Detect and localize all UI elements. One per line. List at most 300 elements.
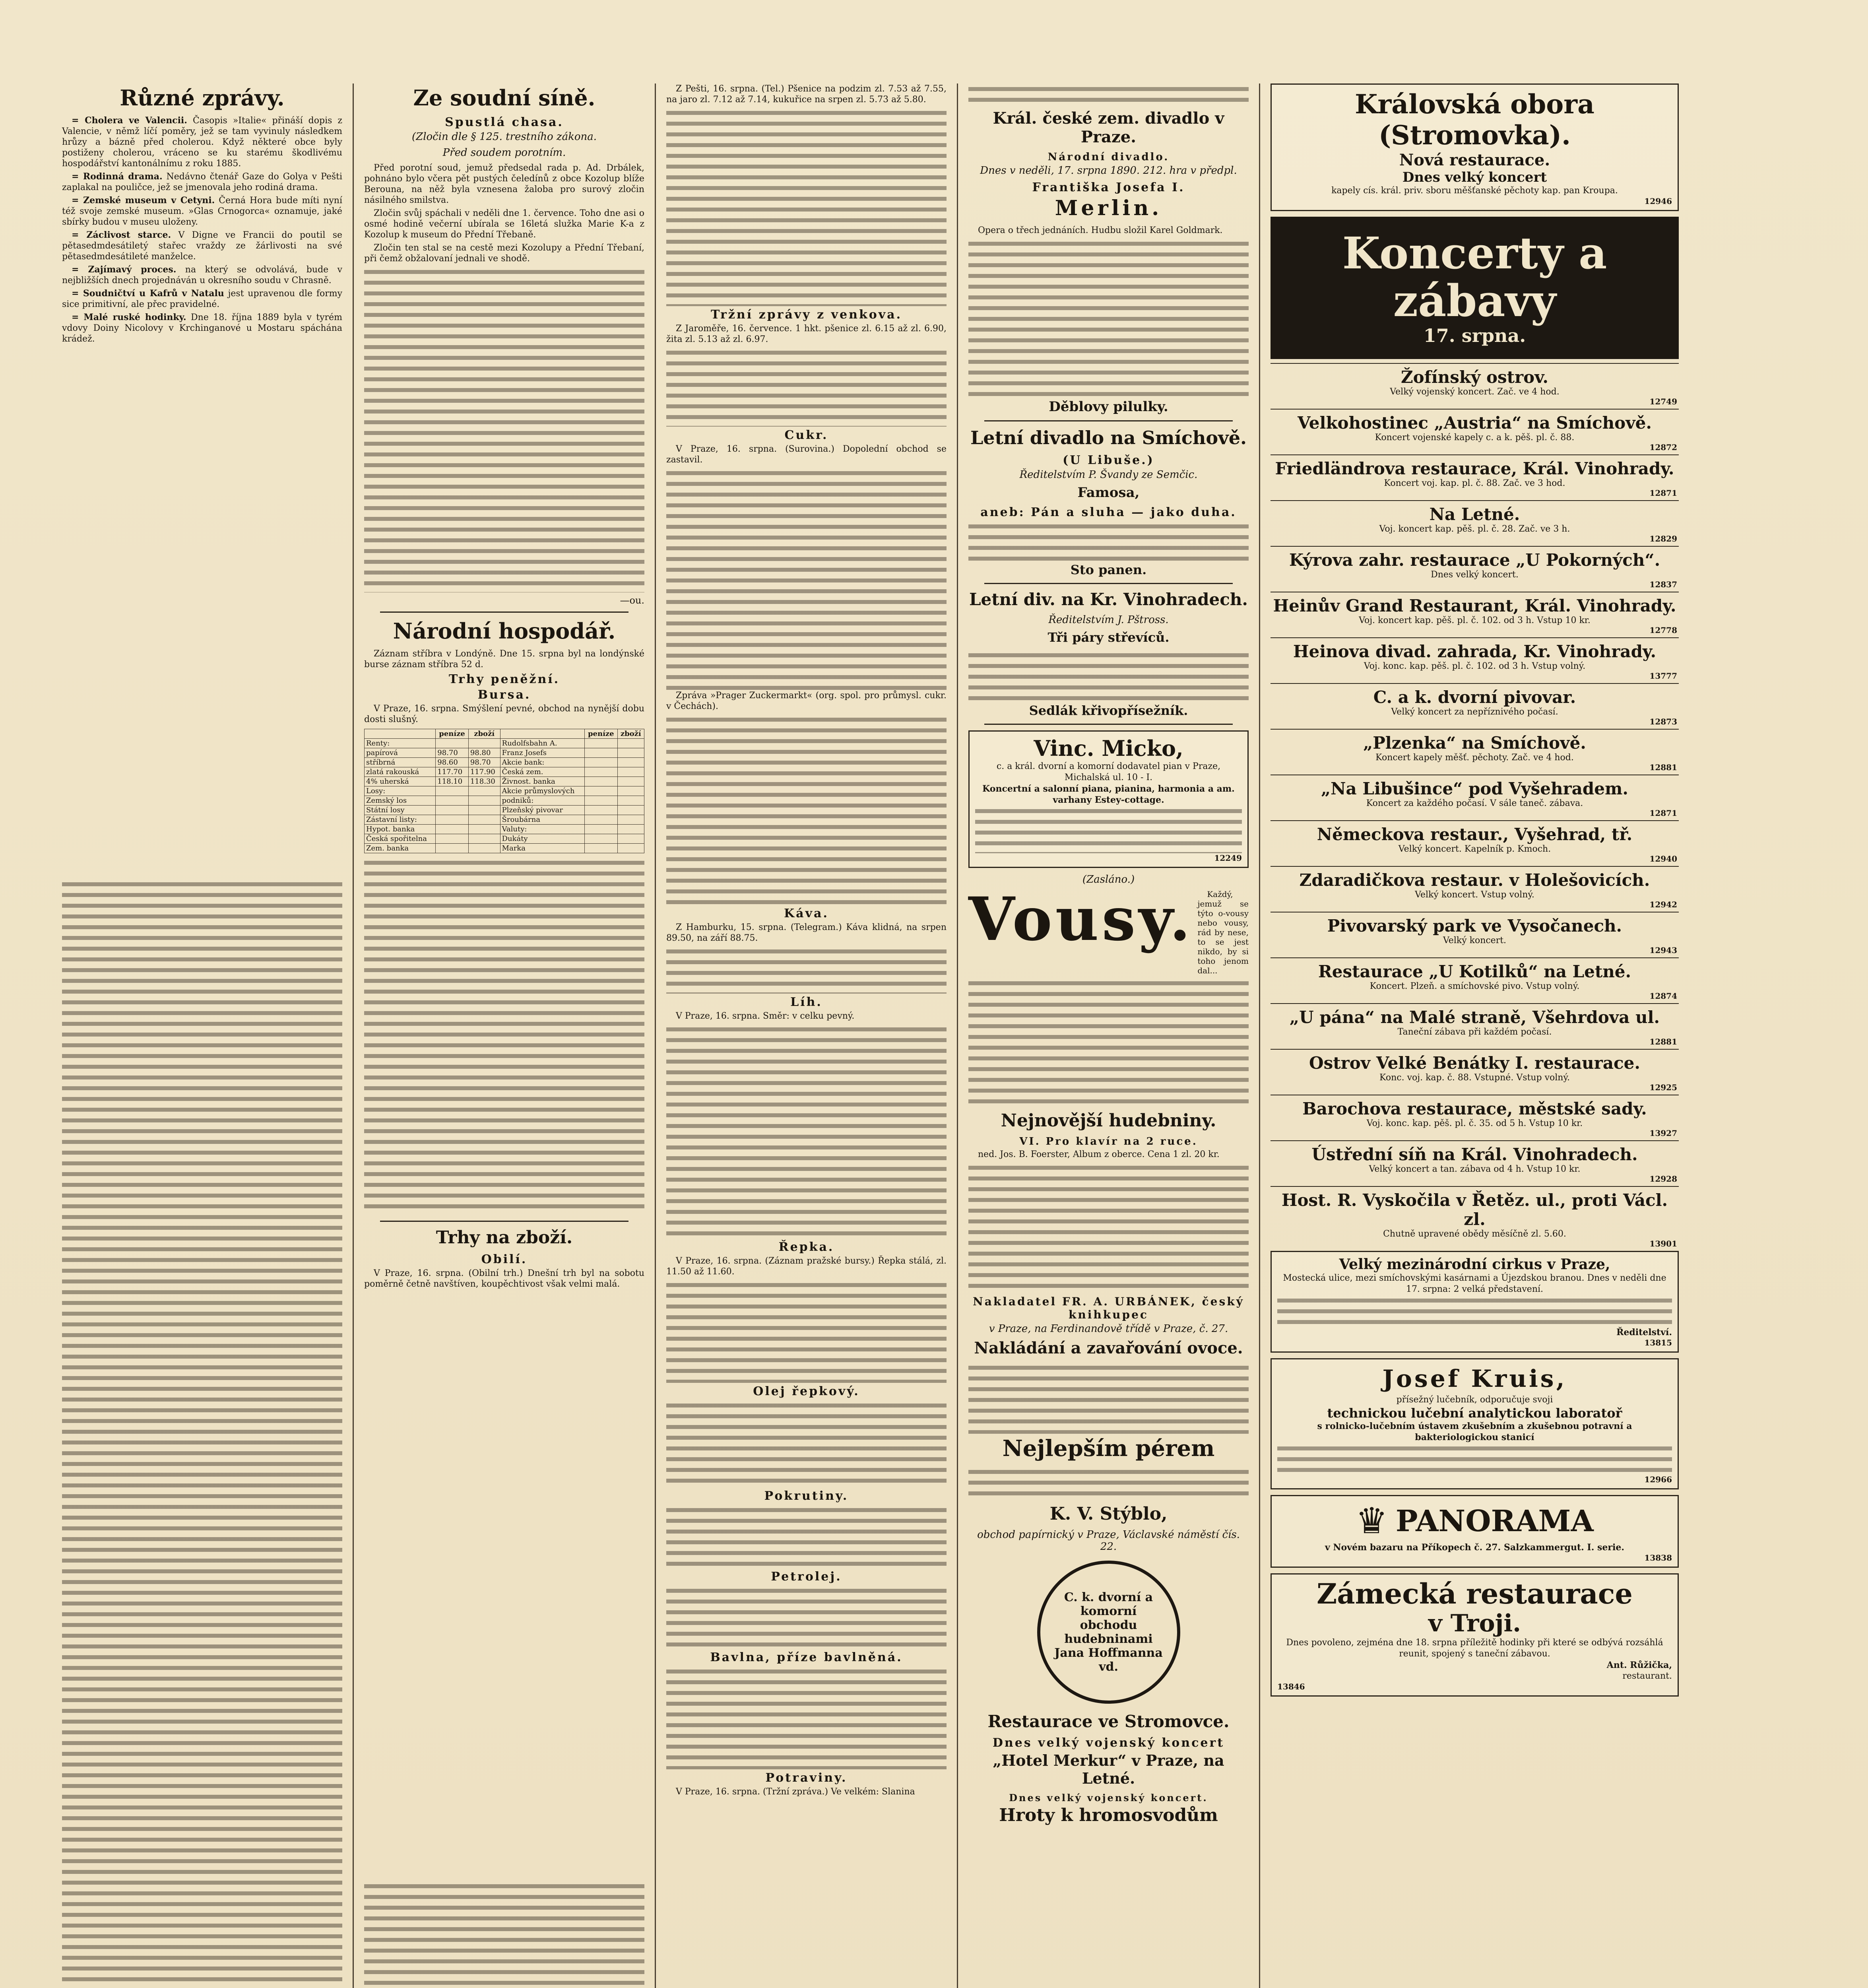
- court-note-2: Před soudem porotním.: [442, 147, 566, 159]
- concert-details: Taneční zábava při každém počasí.: [1397, 1027, 1552, 1037]
- table-row: [365, 825, 644, 834]
- concert-venue: Ostrov Velké Benátky I. restaurace.: [1309, 1053, 1640, 1073]
- table-cell: Zemský los: [365, 796, 436, 806]
- music-heading: Nejnovější hudebniny.: [1001, 1110, 1216, 1131]
- concert-listing: [1271, 454, 1679, 500]
- concert-venue: Na Letné.: [1429, 505, 1520, 524]
- concerts-banner: [1271, 217, 1679, 359]
- kruis-lab: technickou lučební analytickou laboratoř: [1327, 1406, 1622, 1421]
- table-row: [365, 777, 644, 786]
- concert-details: Velký koncert. Kapelník p. Kmoch.: [1398, 844, 1551, 854]
- news-item: [62, 264, 342, 286]
- concert-listing: [1271, 775, 1679, 820]
- table-cell: Rudolfsbahn A.: [500, 739, 584, 748]
- concert-listing: [1271, 1095, 1679, 1140]
- table-cell: Losy:: [365, 786, 436, 796]
- concert-number: 12871: [1649, 808, 1677, 818]
- table-cell: [617, 758, 644, 767]
- concert-number: 13901: [1649, 1239, 1677, 1248]
- spirits-paragraph: V Praze, 16. srpna. Směr: v celku pevný.: [676, 1011, 855, 1021]
- piano-ad-text: Koncertní a salonní piana, pianina, harmonia a am. varhany Estey-cottage.: [982, 784, 1235, 805]
- kruis-lab-2: s rolnicko-lučebním ústavem zkušebním a zkušebnou potravní a bakteriologickou stanicí: [1317, 1421, 1632, 1442]
- food-heading: Potraviny.: [765, 1771, 848, 1785]
- pen-ad-name: K. V. Stýblo,: [1049, 1504, 1168, 1524]
- oilcake-body-text: [666, 1505, 947, 1568]
- table-cell: Plzeňský pivovar: [500, 806, 584, 815]
- panorama-header: [1277, 1500, 1672, 1542]
- merlin-body-text: [968, 238, 1249, 397]
- concert-listing: [1271, 592, 1679, 637]
- national-theatre-play: Františka Josefa I.: [1032, 181, 1185, 194]
- concert-listing: [1271, 500, 1679, 546]
- grain-heading: Obilí.: [481, 1252, 528, 1266]
- stock-table-header-cell: zboží: [468, 729, 500, 739]
- carryover-text: [968, 83, 1249, 107]
- troja-number: 13846: [1277, 1682, 1305, 1691]
- concert-number: 12928: [1649, 1174, 1677, 1184]
- pen-ad-body: [968, 1466, 1249, 1502]
- news-item-head: = Zajímavý proces.: [72, 264, 177, 275]
- oilcake-heading: Pokrutiny.: [764, 1489, 849, 1503]
- stock-table: [364, 729, 644, 853]
- concert-number: 12942: [1649, 900, 1677, 909]
- concert-number: 12872: [1649, 443, 1677, 452]
- troja-ad: [1271, 1573, 1679, 1697]
- news-item-text: Nedávno čtenář Gaze do Golya v Pešti zaplakal na pouličce, jež se jmenovala jeho rodiná drama.: [62, 172, 342, 192]
- news-item-head: = Záclivost starce.: [72, 230, 171, 240]
- concert-details: Voj. konc. kap. pěš. pl. č. 102. od 3 h. Vstup volný.: [1364, 661, 1586, 671]
- columns: [52, 83, 1840, 1988]
- table-row: [365, 767, 644, 777]
- table-cell: [617, 748, 644, 758]
- concert-number: 12873: [1649, 717, 1677, 726]
- table-cell: [617, 777, 644, 786]
- merlin-paragraph: Opera o třech jednáních. Hudbu složil Karel Goldmark.: [978, 225, 1223, 235]
- stock-table-header-cell: peníze: [436, 729, 469, 739]
- jaromer-paragraph: Z Jaroměře, 16. července. 1 hkt. pšenice zl. 6.15 až zl. 6.90, žita zl. 5.13 až zl. 6.97.: [666, 324, 947, 344]
- table-cell: [584, 786, 617, 796]
- concert-details: Velký koncert. Vstup volný.: [1415, 890, 1534, 900]
- table-cell: [584, 739, 617, 748]
- concert-details: Velký koncert.: [1443, 936, 1507, 945]
- news-item-head: = Soudničtví u Kafrů v Natalu: [72, 288, 224, 299]
- stock-table-header-cell: [365, 729, 436, 739]
- concert-details: Koncert vojenské kapely c. a k. pěš. pl. č. 88.: [1375, 433, 1575, 443]
- column-markets: [656, 83, 958, 1988]
- table-cell: [468, 815, 500, 825]
- news-item-text: Dne 18. října 1889 byla v tyrém vdovy Doiny Nicolovy v Krchinganové u Mostaru spáchána krádež.: [62, 313, 343, 344]
- table-cell: Valuty:: [500, 825, 584, 834]
- concert-listing: [1271, 1140, 1679, 1186]
- country-markets-heading: Tržní zprávy z venkova.: [710, 308, 902, 322]
- sugar-body-text: [666, 468, 947, 690]
- concert-venue: „Na Libušince“ pod Vyšehradem.: [1321, 779, 1629, 798]
- vousy-ad: [968, 884, 1249, 978]
- smichov-play: Famosa,: [1077, 485, 1140, 501]
- table-row: [365, 739, 644, 748]
- table-cell: 98.80: [468, 748, 500, 758]
- stromovka-restaurant-text: Dnes velký vojenský koncert: [992, 1736, 1225, 1750]
- news-item-text: V Digne ve Francii do poutil se pětasedmdesátiletý stařec vraždy ze žárlivosti na své pětasedmdesátileté manželce.: [62, 230, 343, 262]
- table-cell: [584, 806, 617, 815]
- table-cell: [468, 739, 500, 748]
- circus-text: Mostecká ulice, mezi smíchovskými kasárnami a Újezdskou branou. Dnes v neděli dne 17. srpna: 2 velká představení.: [1283, 1273, 1666, 1294]
- concert-venue: Barochova restaurace, městské sady.: [1302, 1099, 1647, 1118]
- concert-details: Koncert kapely měšť. pěchoty. Zač. ve 4 hod.: [1375, 753, 1574, 763]
- concert-number: 12837: [1649, 580, 1677, 589]
- table-row: [365, 786, 644, 796]
- table-cell: 98.70: [468, 758, 500, 767]
- table-cell: Česká spořitelna: [365, 834, 436, 844]
- concert-details: Voj. konc. kap. pěš. pl. č. 35. od 5 h. Vstup 10 kr.: [1366, 1118, 1583, 1128]
- concert-venue: „U pána“ na Malé straně, Všehrdova ul.: [1289, 1008, 1660, 1027]
- troja-title: Zámecká restaurace: [1317, 1577, 1633, 1610]
- table-row: [365, 806, 644, 815]
- table-cell: [617, 739, 644, 748]
- concert-listing: [1271, 1049, 1679, 1095]
- table-cell: 98.70: [436, 748, 469, 758]
- concert-venue: Friedländrova restaurace, Král. Vinohrady.: [1275, 459, 1674, 478]
- economy-paragraph: Záznam stříbra v Londýně. Dne 15. srpna byl na londýnské burse záznam stříbra 52 d.: [364, 649, 644, 670]
- concert-listing: [1271, 820, 1679, 866]
- table-cell: 4% uherská: [365, 777, 436, 786]
- concerts-banner-title: Koncerty a zábavy: [1342, 227, 1607, 326]
- table-row: [365, 796, 644, 806]
- troja-owner-sub: restaurant.: [1622, 1671, 1672, 1681]
- merlin-title: Merlin.: [1055, 196, 1162, 220]
- bourse-body-text: [364, 857, 644, 1215]
- concert-number: 12940: [1649, 854, 1677, 864]
- concert-venue: „Plzenka“ na Smíchově.: [1363, 733, 1586, 753]
- news-item-text: na který se odvolává, bude v nejbližších dnech projednáván u okresního soudu v Chrasně.: [62, 265, 342, 285]
- table-cell: [584, 825, 617, 834]
- circus-number: 13815: [1644, 1338, 1672, 1347]
- national-theatre-heading: Král. české zem. divadlo v Praze.: [993, 109, 1224, 146]
- table-cell: [584, 815, 617, 825]
- concert-venue: Velkohostinec „Austria“ na Smíchově.: [1298, 413, 1652, 433]
- publisher-address: v Praze, na Ferdinandově třídě v Praze, č. 27.: [989, 1323, 1228, 1335]
- kruis-ad: [1271, 1358, 1679, 1489]
- table-cell: [617, 806, 644, 815]
- grain-body-text: [364, 1881, 644, 1988]
- table-cell: Akcie bank:: [500, 758, 584, 767]
- court-paragraph-3: Zločin ten stal se na cestě mezi Kozolupy a Přední Třebaní, při čemž obžalovaní jednali ve shodě.: [364, 243, 644, 264]
- table-cell: Šroubárna: [500, 815, 584, 825]
- troja-owner: Ant. Růžička,: [1606, 1660, 1672, 1670]
- column-court-economy: [354, 83, 656, 1988]
- stromovka-ad-number: 12946: [1644, 196, 1672, 206]
- bourse-heading: Bursa.: [477, 688, 531, 702]
- table-cell: [584, 758, 617, 767]
- table-cell: Živnost. banka: [500, 777, 584, 786]
- court-subheading: Spustlá chasa.: [445, 115, 564, 129]
- concert-details: Koncert za každého počasí. V sále taneč. zábava.: [1366, 798, 1583, 808]
- concert-venue: Pivovarský park ve Vysočanech.: [1327, 916, 1622, 936]
- sugar-paragraph: V Praze, 16. srpna. (Surovina.) Dopolední obchod se zastavil.: [666, 444, 947, 465]
- stromovka-ad-title: Královská obora (Stromovka).: [1355, 89, 1594, 151]
- concert-details: Voj. koncert kap. pěš. pl. č. 102. od 3 h. Vstup 10 kr.: [1359, 615, 1591, 625]
- concert-venue: Kýrova zahr. restaurace „U Pokorných“.: [1289, 550, 1660, 570]
- concert-venue: Německova restaur., Vyšehrad, tř.: [1317, 825, 1633, 844]
- column-theatre-ads: [958, 83, 1260, 1988]
- concert-number: 12749: [1649, 397, 1677, 406]
- circus-body: [1277, 1295, 1672, 1327]
- concert-number: 12874: [1649, 991, 1677, 1001]
- oil-body-text: [666, 1400, 947, 1487]
- concert-details: Dnes velký koncert.: [1431, 570, 1519, 580]
- misc-news-items: [62, 115, 342, 344]
- concert-listing: [1271, 683, 1679, 729]
- vinohrady-next: Sedlák křivopřísežník.: [1029, 703, 1188, 718]
- concert-number: 12871: [1649, 488, 1677, 498]
- concert-listing: [1271, 957, 1679, 1003]
- concert-number: 12881: [1649, 763, 1677, 772]
- table-row: [365, 815, 644, 825]
- misc-news-heading: Různé zprávy.: [120, 85, 285, 111]
- kruis-body: [1277, 1443, 1672, 1475]
- money-market-heading: Trhy peněžní.: [448, 672, 560, 686]
- economy-heading: Národní hospodář.: [393, 618, 616, 644]
- concert-details: Velký vojenský koncert. Zač. ve 4 hod.: [1390, 387, 1560, 397]
- coffee-heading: Káva.: [784, 907, 829, 920]
- table-row: [365, 834, 644, 844]
- vinohrady-theatre-heading: Letní div. na Kr. Vinohradech.: [969, 590, 1248, 609]
- table-cell: [436, 825, 469, 834]
- concert-listing: [1271, 546, 1679, 592]
- troja-sub: v Troji.: [1428, 1609, 1521, 1637]
- concert-listing: [1271, 363, 1679, 409]
- concert-listing: [1271, 729, 1679, 775]
- table-cell: Dukáty: [500, 834, 584, 844]
- pen-ad-title: Nejlepším pérem: [1002, 1435, 1215, 1462]
- coffee-body-text: [666, 946, 947, 994]
- bourse-paragraph: V Praze, 16. srpna. Smýšlení pevné, obchod na nynější dobu dosti slušný.: [364, 704, 644, 724]
- smichov-next: Sto panen.: [1070, 562, 1147, 577]
- table-cell: [468, 796, 500, 806]
- table-cell: [617, 786, 644, 796]
- concert-number: 12925: [1649, 1083, 1677, 1092]
- table-cell: 98.60: [436, 758, 469, 767]
- news-item: [62, 171, 342, 193]
- smichov-theatre-director: Ředitelstvím P. Švandy ze Semčic.: [1019, 469, 1198, 481]
- fruit-ad-body: [968, 1362, 1249, 1434]
- concert-venue: Restaurace „U Kotilků“ na Letné.: [1318, 962, 1631, 981]
- column-entertainment-ads: [1260, 83, 1689, 1988]
- music-paragraph: ned. Jos. B. Foerster, Album z oberce. Cena 1 zl. 20 kr.: [978, 1149, 1220, 1159]
- circus-title: Velký mezinárodní cirkus v Praze,: [1339, 1256, 1610, 1273]
- court-paragraph-1: Před porotní soud, jemuž předsedal rada p. Ad. Drbálek, pohnáno bylo včera pět pustých čeledínů z obce Kozolup blíže Berouna, na něž byla vznesena žaloba pro surový zločin násilného smilstva.: [364, 163, 644, 205]
- panorama-ad: [1271, 1495, 1679, 1568]
- concert-details: Koncert. Plzeň. a smíchovské pivo. Vstup volný.: [1369, 981, 1580, 991]
- concert-listing: [1271, 1003, 1679, 1049]
- divider: [984, 583, 1233, 584]
- table-cell: Renty:: [365, 739, 436, 748]
- stromovka-ad-sub: Nová restaurace.: [1399, 151, 1550, 169]
- concert-number: 12778: [1649, 625, 1677, 635]
- concert-details: Voj. koncert kap. pěš. pl. č. 28. Zač. ve 3 h.: [1379, 524, 1570, 534]
- stromovka-ad-text: Dnes velký koncert: [1402, 169, 1547, 185]
- publisher: Nakladatel FR. A. URBÁNEK, český knihkupec: [973, 1295, 1244, 1321]
- panorama-number: 13838: [1644, 1553, 1672, 1563]
- news-item-head: = Rodinná drama.: [72, 171, 163, 182]
- table-cell: [436, 806, 469, 815]
- music-body-text: [968, 1162, 1249, 1293]
- concert-listing: [1271, 866, 1679, 912]
- petroleum-body-text: [666, 1585, 947, 1649]
- table-cell: [468, 786, 500, 796]
- table-cell: papírová: [365, 748, 436, 758]
- concert-venue: Žofínský ostrov.: [1401, 367, 1548, 387]
- concert-venue: Heinův Grand Restaurant, Král. Vinohrady.: [1273, 596, 1676, 615]
- divider: [380, 1221, 628, 1222]
- concert-details: Velký koncert a tan. zábava od 4 h. Vstup 10 kr.: [1369, 1164, 1581, 1174]
- court-paragraph-2: Zločin svůj spáchali v neděli dne 1. července. Toho dne asi o osmé hodině večerní ubírala se 16letá služka Marie K-a z Kozolup k museum do Přední Třebaně.: [364, 208, 644, 240]
- table-cell: [436, 796, 469, 806]
- piano-ad-title: Vinc. Micko,: [1034, 736, 1183, 761]
- news-item: [62, 288, 342, 310]
- sugar-paragraph-2: Zpráva »Prager Zuckermarkt« (org. spol. pro průmysl. cukr. v Čechách).: [666, 691, 947, 711]
- eagle-icon: ♛: [1356, 1500, 1388, 1542]
- petroleum-heading: Petrolej.: [771, 1570, 842, 1584]
- table-cell: Franz Josefs: [500, 748, 584, 758]
- concert-listings: [1271, 363, 1679, 1251]
- table-cell: Akcie průmyslových: [500, 786, 584, 796]
- circus-direction: Ředitelství.: [1616, 1327, 1672, 1338]
- smichov-theatre-sub: (U Libuše.): [1063, 453, 1154, 467]
- table-cell: [584, 748, 617, 758]
- troja-text: Dnes povoleno, zejména dne 18. srpna příležitě hodinky při které se odbývá rozsáhlá reunit, spojený s taneční zábavou.: [1286, 1638, 1663, 1659]
- vousy-text: Každý, jemuž se týto o-vousy nebo vousy, rád by nese, to se jest nikdo, by si toho jenom dal...: [1197, 889, 1249, 975]
- next-play: Děblovy pilulky.: [1049, 399, 1168, 415]
- sugar-body-text-2: [666, 714, 947, 905]
- news-item-text: jest upravenou dle formy sice primitivní, ale přec pravidelné.: [62, 289, 343, 309]
- panorama-text: v Novém bazaru na Příkopech č. 27. Salzkammergut. I. serie.: [1325, 1542, 1625, 1553]
- pest-paragraph: Z Pešti, 16. srpna. (Tel.) Pšenice na podzim zl. 7.53 až 7.55, na jaro zl. 7.12 až 7.14, kukuřice na srpen zl. 5.73 až 5.80.: [666, 84, 947, 105]
- table-cell: 117.70: [436, 767, 469, 777]
- spirits-body-text: [666, 1024, 947, 1239]
- piano-ad-body: [975, 806, 1242, 853]
- table-row: [365, 758, 644, 767]
- hoffmann-crest: [1037, 1561, 1180, 1704]
- kruis-title: Josef Kruis,: [1382, 1365, 1567, 1393]
- table-cell: [617, 815, 644, 825]
- table-cell: Zástavní listy:: [365, 815, 436, 825]
- stock-table-header-cell: peníze: [584, 729, 617, 739]
- concert-details: Chutně upravené obědy měsíčně zl. 5.60.: [1383, 1229, 1566, 1239]
- table-cell: [584, 777, 617, 786]
- divider: [380, 612, 628, 613]
- rapeseed-heading: Řepka.: [778, 1240, 834, 1254]
- smichov-body-text: [968, 521, 1249, 561]
- cotton-heading: Bavlna, příze bavlněná.: [710, 1650, 903, 1664]
- piano-ad-sub: c. a král. dvorní a komorní dodavatel pian v Praze, Michalská ul. 10 - I.: [996, 761, 1221, 782]
- table-cell: Marka: [500, 844, 584, 853]
- concert-listing: [1271, 637, 1679, 683]
- concert-number: 12829: [1649, 534, 1677, 544]
- concert-number: 13777: [1649, 671, 1677, 681]
- concert-details: Konc. voj. kap. č. 88. Vstupné. Vstup volný.: [1379, 1073, 1570, 1083]
- table-cell: [617, 834, 644, 844]
- fruit-ad-title: Nakládání a zavařování ovoce.: [974, 1339, 1243, 1357]
- table-row: [365, 748, 644, 758]
- cotton-body-text: [666, 1666, 947, 1769]
- court-body-text: [364, 266, 644, 592]
- table-cell: [584, 834, 617, 844]
- stock-table-header-cell: [500, 729, 584, 739]
- stock-table-body: [365, 739, 644, 853]
- column-misc-news: [52, 83, 354, 1988]
- vinohrady-theatre-director: Ředitelstvím J. Pštross.: [1048, 614, 1169, 626]
- concert-number: 12881: [1649, 1037, 1677, 1046]
- smichov-play-2: aneb: Pán a sluha — jako duha.: [980, 505, 1237, 519]
- divider: [984, 420, 1233, 421]
- sugar-heading: Cukr.: [784, 428, 828, 442]
- spirits-heading: Líh.: [790, 995, 822, 1009]
- lightning-rods-title: Hroty k hromosvodům: [999, 1805, 1218, 1825]
- music-sub: VI. Pro klavír na 2 ruce.: [1019, 1136, 1198, 1147]
- table-cell: Česká zem.: [500, 767, 584, 777]
- concert-venue: Heinova divad. zahrada, Kr. Vinohrady.: [1293, 642, 1657, 661]
- stromovka-ad-text-2: kapely cís. král. priv. sboru měšťanské pěchoty kap. pan Kroupa.: [1331, 186, 1618, 196]
- table-cell: [436, 844, 469, 853]
- concerts-banner-date: 17. srpna.: [1423, 325, 1526, 346]
- divider: [984, 724, 1233, 725]
- table-cell: stříbrná: [365, 758, 436, 767]
- concert-listing: [1271, 912, 1679, 957]
- concert-venue: Zdaradičkova restaur. v Holešovicích.: [1299, 870, 1650, 890]
- coffee-paragraph: Z Hamburku, 15. srpna. (Telegram.) Káva klidná, na srpen 89.50, na září 88.75.: [666, 922, 947, 943]
- table-cell: podniků:: [500, 796, 584, 806]
- kruis-sub: přísežný lučebník, odporučuje svoji: [1396, 1395, 1553, 1405]
- news-item-head: = Cholera ve Valencii.: [72, 115, 187, 126]
- stock-table-header-cell: zboží: [617, 729, 644, 739]
- news-item-text: Černá Hora bude míti nyní též svoje zemské museum. »Glas Crnogorca« oznamuje, jaké sbírky budou v museu uloženy.: [62, 196, 342, 227]
- table-cell: [584, 796, 617, 806]
- concert-number: 13927: [1649, 1128, 1677, 1138]
- rapeseed-paragraph: V Praze, 16. srpna. (Záznam pražské bursy.) Řepka stálá, zl. 11.50 až 11.60.: [666, 1256, 947, 1277]
- table-cell: Hypot. banka: [365, 825, 436, 834]
- concert-listing: [1271, 1186, 1679, 1251]
- vinohrady-play: Tři páry střevíců.: [1047, 630, 1170, 645]
- table-cell: [468, 844, 500, 853]
- vousy-body-text: [968, 978, 1249, 1109]
- table-cell: [617, 825, 644, 834]
- concert-number: 12943: [1649, 945, 1677, 955]
- concert-listing: [1271, 409, 1679, 454]
- news-item: [62, 312, 342, 344]
- court-note-1: (Zločin dle § 125. trestního zákona.: [412, 131, 597, 143]
- table-cell: [436, 739, 469, 748]
- table-cell: 117.90: [468, 767, 500, 777]
- hotel-merkur-title: „Hotel Merkur“ v Praze, na Letné.: [993, 1751, 1224, 1787]
- news-item: [62, 195, 342, 227]
- news-item: [62, 115, 342, 169]
- table-cell: [617, 844, 644, 853]
- table-cell: 118.30: [468, 777, 500, 786]
- table-cell: [584, 844, 617, 853]
- table-cell: [468, 834, 500, 844]
- table-cell: [617, 767, 644, 777]
- stromovka-restaurant-title: Restaurace ve Stromovce.: [987, 1712, 1230, 1731]
- smichov-theatre-heading: Letní divadlo na Smíchově.: [970, 427, 1247, 448]
- news-item: [62, 230, 342, 262]
- table-cell: zlatá rakouská: [365, 767, 436, 777]
- concert-details: Velký koncert za nepříznivého počasí.: [1391, 707, 1558, 717]
- table-cell: [436, 834, 469, 844]
- panorama-title: PANORAMA: [1395, 1504, 1594, 1538]
- table-cell: Zem. banka: [365, 844, 436, 853]
- news-item-head: = Malé ruské hodinky.: [72, 312, 186, 322]
